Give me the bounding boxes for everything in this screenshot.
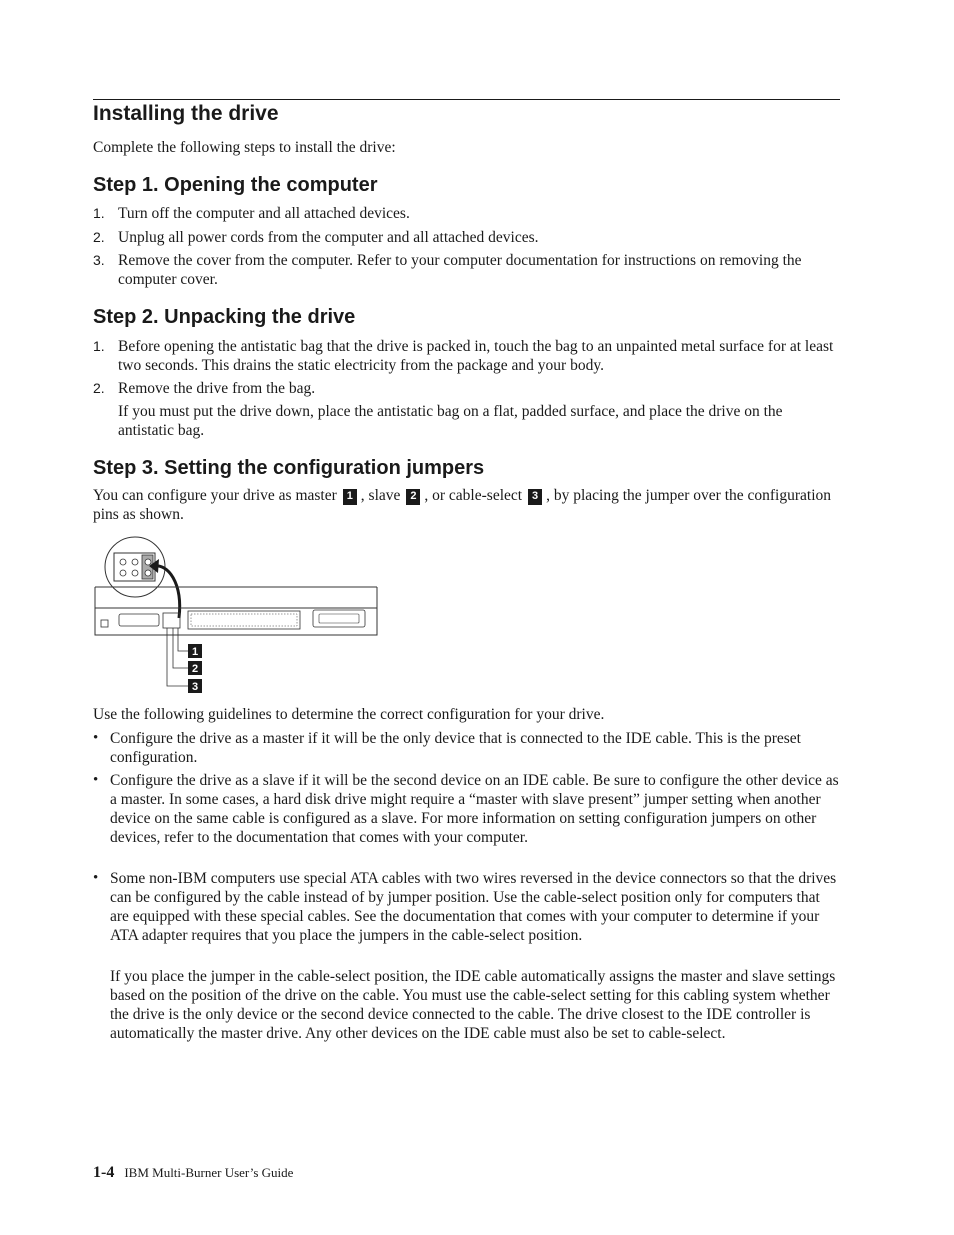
callout-master: 1 bbox=[343, 489, 357, 505]
page-number: 1-4 bbox=[93, 1164, 115, 1181]
step2-title: Step 2. Unpacking the drive bbox=[93, 306, 356, 328]
list-text: Remove the drive from the bag. bbox=[118, 380, 316, 397]
bullet-icon: • bbox=[93, 772, 99, 788]
bullet-icon: • bbox=[93, 870, 99, 886]
section-title: Installing the drive bbox=[93, 102, 279, 125]
diagram-callout-1: 1 bbox=[191, 646, 199, 658]
drive-back-panel bbox=[95, 608, 377, 635]
top-rule bbox=[93, 99, 840, 100]
list-number: 1. bbox=[93, 338, 105, 354]
section-intro: Complete the following steps to install the drive: bbox=[93, 139, 396, 156]
list-text: Turn off the computer and all attached devices. bbox=[118, 205, 410, 222]
list-number: 3. bbox=[93, 252, 105, 268]
step2-note: If you must put the drive down, place the antistatic bag on a flat, padded surface, and place the drive on the antistatic bag. bbox=[118, 403, 783, 439]
jumper-block bbox=[163, 613, 180, 628]
step3-intro-text: , by placing the jumper over the configuration pins as shown. bbox=[93, 487, 832, 523]
list-text: Unplug all power cords from the computer and all attached devices. bbox=[118, 229, 539, 246]
leader-line-2 bbox=[173, 628, 188, 668]
list-text: Some non-IBM computers use special ATA cables with two wires reversed in the device connectors so that the drives can be configured by the cable instead of by jumper position. Use the cable-select position only for computers that are equipped with these special cables. See the documentation that comes with your computer to determine if your ATA adapter requires that you place the jumpers in the cable-select position. bbox=[110, 870, 837, 944]
list-text: Before opening the antistatic bag that the drive is packed in, touch the bag to an unpainted metal surface for at least two seconds. This drains the static electricity from the package and your body. bbox=[118, 338, 834, 374]
arrow-icon bbox=[153, 566, 180, 618]
audio-connector bbox=[119, 614, 159, 626]
list-number: 1. bbox=[93, 205, 105, 221]
power-connector bbox=[313, 610, 365, 627]
step3-title: Step 3. Setting the configuration jumpers bbox=[93, 457, 485, 479]
callout-slave: 2 bbox=[406, 489, 420, 505]
diagram-callout-2: 2 bbox=[191, 663, 199, 675]
list-text: Remove the cover from the computer. Refer to your computer documentation for instructions on removing the computer cover. bbox=[118, 252, 802, 288]
list-text: Configure the drive as a slave if it will be the second device on an IDE cable. Be sure to configure the other device as a master. In some cases, a hard disk drive might require a “master with slave present” jumper setting when another device on the same cable is configured as a slave. For more information on setting configuration jumpers on other devices, refer to the documentation that comes with your computer. bbox=[110, 772, 839, 846]
ide-connector bbox=[188, 611, 300, 629]
book-title: IBM Multi-Burner User’s Guide bbox=[124, 1165, 294, 1180]
leader-line-3 bbox=[167, 628, 188, 686]
step3-intro bbox=[93, 486, 840, 524]
ide-connector-inner bbox=[191, 614, 297, 626]
list-number: 2. bbox=[93, 229, 105, 245]
guidelines-intro: Use the following guidelines to determine the correct configuration for your drive. bbox=[93, 706, 605, 723]
cable-select-note: If you place the jumper in the cable-select position, the IDE cable automatically assigns the master and slave settings based on the position of the drive on the cable. You must use the cable-select setting for this cabling system whether the drive is the only device or the second device connected to the cable. The drive closest to the IDE controller is automatically the master drive. Any other devices on the IDE cable must also be set to cable-select. bbox=[110, 968, 836, 1042]
step3-intro-text: , slave bbox=[360, 487, 401, 504]
bullet-icon: • bbox=[93, 730, 99, 746]
jumper-diagram bbox=[93, 533, 383, 698]
power-connector-inner bbox=[319, 614, 359, 623]
callout-cable-select: 3 bbox=[528, 489, 542, 505]
step1-title: Step 1. Opening the computer bbox=[93, 174, 378, 196]
leader-line-1 bbox=[178, 628, 188, 651]
list-text: Configure the drive as a master if it will be the only device that is connected to the IDE cable. This is the preset configuration. bbox=[110, 730, 801, 766]
step3-intro-text: , or cable-select bbox=[424, 487, 523, 504]
diagram-callout-3: 3 bbox=[191, 681, 199, 693]
step3-intro-text: You can configure your drive as master bbox=[93, 487, 337, 504]
list-number: 2. bbox=[93, 380, 105, 396]
drive-led bbox=[101, 620, 108, 627]
page-footer bbox=[93, 1164, 293, 1182]
